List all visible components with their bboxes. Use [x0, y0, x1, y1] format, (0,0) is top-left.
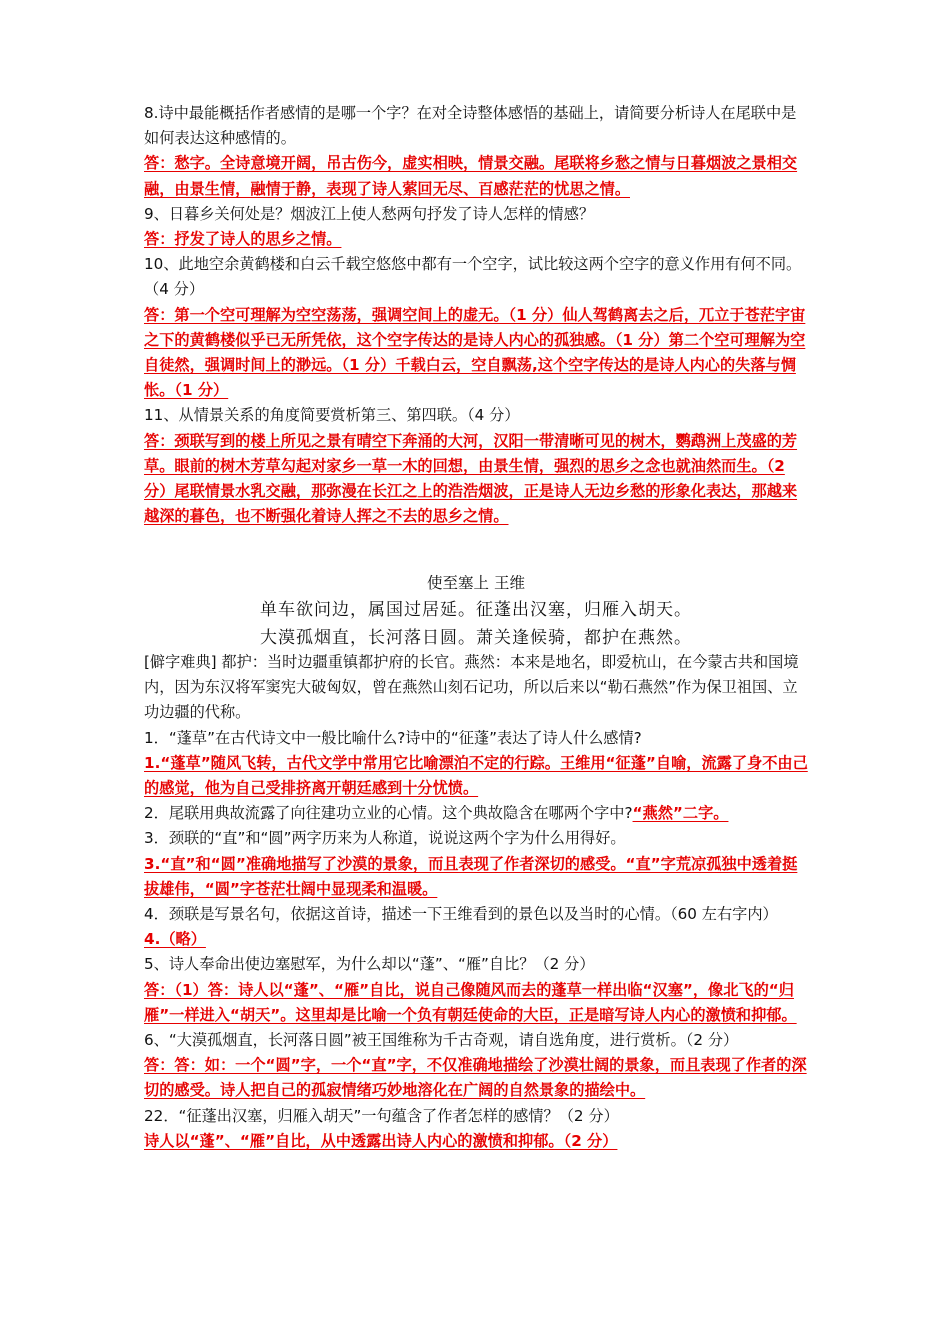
answer-8: 答：愁字。全诗意境开阔，吊古伤今，虚实相映，情景交融。尾联将乡愁之情与日暮烟波之景相交融，由景生情，融情于静，表现了诗人萦回无尽、百感茫茫的忧思之情。 — [144, 154, 798, 198]
answer-6: 答：答：如：一个“圆”字，一个“直”字，不仅准确地描绘了沙漠壮阔的景象，而且表现了作者的深切的感受。诗人把自己的孤寂情绪巧妙地溶化在广阔的自然景象的描绘中。 — [144, 1056, 807, 1100]
poem-line-2: 大漠孤烟直，长河落日圆。萧关逢候骑，都护在燕然。 — [260, 628, 692, 648]
section-huanghelou-questions — [144, 101, 808, 529]
answer-4: 4.（略） — [144, 930, 206, 949]
question-6: 6、“大漠孤烟直，长河落日圆”被王国维称为千古奇观，请自选角度，进行赏析。（2 分） — [144, 1031, 739, 1050]
question-4: 4．颈联是写景名句，依据这首诗，描述一下王维看到的景色以及当时的心情。（60 左右字内） — [144, 905, 778, 924]
answer-10: 答：第一个空可理解为空空荡荡，强调空间上的虚无。（1 分）仙人驾鹤离去之后，兀立于苍茫宇宙之下的黄鹤楼似乎已无所凭依，这个空字传达的是诗人内心的孤独感。（1 分）第二个空可理解为空自徒然，强调时间上的渺远。（1 分）千载白云，空自飘荡,这个空字传达的是诗人内心的失落与惆怅。（1 分） — [144, 305, 806, 400]
answer-5: 答：（1）答：诗人以“蓬”、“雁”自比，说自己像随风而去的蓬草一样出临“汉塞”，像北飞的“归雁”一样进入“胡天”。这里却是比喻一个负有朝廷使命的大臣，正是暗写诗人内心的激愤和抑郁。 — [144, 980, 797, 1024]
question-9: 9、日暮乡关何处是？烟波江上使人愁两句抒发了诗人怎样的情感？ — [144, 204, 595, 223]
vocabulary-note: [僻字难典] 都护：当时边疆重镇都护府的长官。燕然：本来是地名，即爱杭山，在今蒙古共和国境内，因为东汉将军窦宪大破匈奴，曾在燕然山刻石记功，所以后来以“勒石燕然”作为保卫祖国、立功边疆的代称。 — [144, 653, 799, 722]
question-2 — [144, 801, 808, 826]
question-11: 11、从情景关系的角度简要赏析第三、第四联。（4 分） — [144, 406, 520, 425]
poem-title: 使至塞上 王维 — [427, 574, 525, 592]
answer-1: 1.“蓬草”随风飞转，古代文学中常用它比喻漂泊不定的行踪。王维用“征蓬”自喻，流露了身不由己的感觉，他为自己受排挤离开朝廷感到十分忧愤。 — [144, 753, 808, 798]
answer-22: 诗人以“蓬”、“雁”自比，从中透露出诗人内心的激愤和抑郁。（2 分） — [144, 1131, 618, 1150]
answer-11: 答：颈联写到的楼上所见之景有晴空下奔涌的大河，汉阳一带清晰可见的树木，鹦鹉洲上茂盛的芳草。眼前的树木芳草勾起对家乡一草一木的回想，由景生情，强烈的思乡之念也就油然而生。（2 分）尾联情景水乳交融，那弥漫在长江之上的浩浩烟波，正是诗人无边乡愁的形象化表达，那越来越深的暮色，也不断强化着诗人挥之不去的思乡之情。 — [144, 431, 798, 526]
question-1: 1．“蓬草”在古代诗文中一般比喻什么?诗中的“征蓬”表达了诗人什么感情? — [144, 728, 642, 747]
poem-block — [144, 570, 808, 652]
question-22: 22．“征蓬出汉塞，归雁入胡天”一句蕴含了作者怎样的感情？（2 分） — [144, 1106, 619, 1125]
answer-9: 答：抒发了诗人的思乡之情。 — [144, 230, 342, 249]
answer-3: 3.“直”和“圆”准确地描写了沙漠的景象，而且表现了作者深切的感受。“直”字荒凉孤独中透着挺拔雄伟，“圆”字苍茫壮阔中显现柔和温暖。 — [144, 854, 798, 898]
question-2-text: 2．尾联用典故流露了向往建功立业的心情。这个典故隐含在哪两个字中? — [144, 804, 633, 823]
question-10: 10、此地空余黄鹤楼和白云千载空悠悠中都有一个空字，试比较这两个空字的意义作用有何不同。（4 分） — [144, 255, 802, 299]
question-5: 5、诗人奉命出使边塞慰军，为什么却以“蓬”、“雁”自比？（2 分） — [144, 955, 595, 974]
answer-2: “燕然”二字。 — [632, 804, 729, 823]
poem-line-1: 单车欲问边，属国过居延。征蓬出汉塞，归雁入胡天。 — [260, 600, 692, 620]
section-shizhisaishang-questions — [144, 650, 808, 1154]
question-3: 3．颈联的“直”和“圆”两字历来为人称道，说说这两个字为什么用得好。 — [144, 829, 626, 848]
question-8: 8.诗中最能概括作者感情的是哪一个字？在对全诗整体感悟的基础上，请简要分析诗人在尾联中是如何表达这种感情的。 — [144, 104, 797, 148]
